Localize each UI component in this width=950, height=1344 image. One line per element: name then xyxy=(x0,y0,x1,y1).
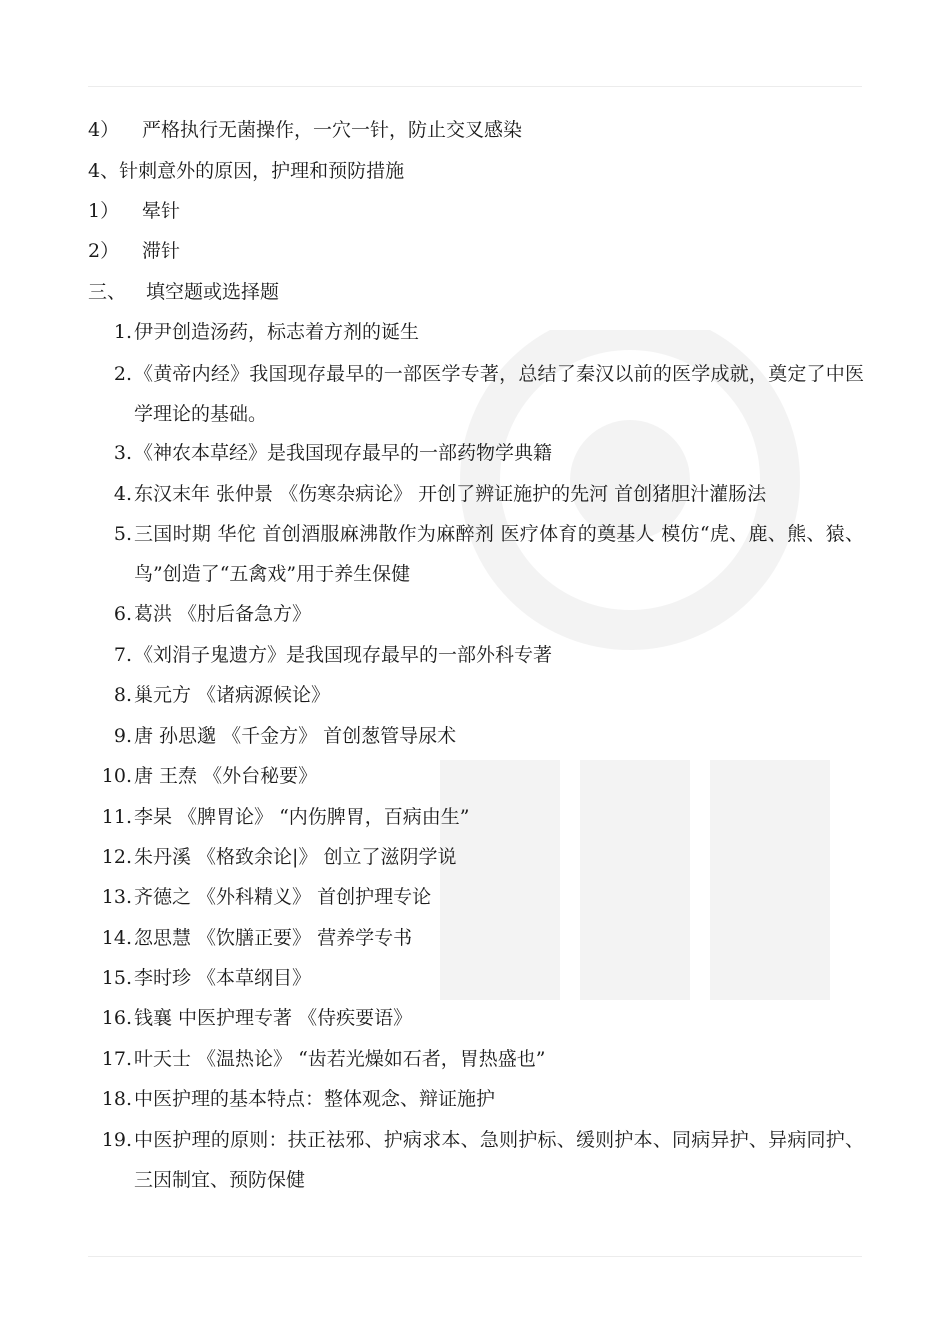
item-text: 葛洪 《肘后备急方》 xyxy=(134,603,312,625)
item-number: 5. xyxy=(113,523,132,545)
item-number: 12. xyxy=(101,846,132,868)
item-text: 中医护理的原则：扶正祛邪、护病求本、急则护标、缓则护本、同病异护、异病同护、三因制宜、预防保健 xyxy=(134,1129,864,1191)
item-number: 16. xyxy=(101,1007,132,1029)
section-title: 填空题或选择题 xyxy=(146,281,280,303)
item-number: 17. xyxy=(101,1048,132,1070)
item-number: 15. xyxy=(101,967,132,989)
item-text: 滞针 xyxy=(142,240,181,262)
item-text: 中医护理的基本特点：整体观念、辩证施护 xyxy=(134,1088,496,1110)
item-text: 唐 王焘 《外台秘要》 xyxy=(134,765,318,787)
item-number: 1. xyxy=(113,321,132,343)
item-number: 13. xyxy=(101,886,132,908)
bottom-divider xyxy=(88,1256,862,1257)
item-text: 李杲 《脾胃论》 “内伤脾胃，百病由生” xyxy=(134,806,470,828)
item-text: 齐德之 《外科精义》 首创护理专论 xyxy=(134,886,432,908)
item-number: 9. xyxy=(113,725,132,747)
item-number: 2） xyxy=(88,240,120,262)
list-item xyxy=(88,231,180,271)
item-text: 东汉末年 张仲景 《伤寒杂病论》 开创了辨证施护的先河 首创猪胆汁灌肠法 xyxy=(134,483,767,505)
item-number: 1） xyxy=(88,200,120,222)
list-item xyxy=(88,151,404,191)
item-text: 唐 孙思邈 《千金方》 首创葱管导尿术 xyxy=(134,725,457,747)
item-number: 11. xyxy=(101,806,132,828)
item-text: 《神农本草经》是我国现存最早的一部药物学典籍 xyxy=(134,442,553,464)
item-number: 3. xyxy=(113,442,132,464)
list-item xyxy=(88,191,180,231)
section-heading xyxy=(88,272,279,312)
item-number: 4. xyxy=(113,483,132,505)
item-text: 4、针刺意外的原因，护理和预防措施 xyxy=(88,160,405,182)
item-text: 忽思慧 《饮膳正要》 营养学专书 xyxy=(134,927,413,949)
item-text: 巢元方 《诸病源候论》 xyxy=(134,684,331,706)
item-number: 2. xyxy=(113,363,132,385)
item-text: 《刘涓子鬼遗方》是我国现存最早的一部外科专著 xyxy=(134,644,553,666)
section-number: 三、 xyxy=(88,281,127,303)
item-text: 三国时期 华佗 首创酒服麻沸散作为麻醉剂 医疗体育的奠基人 模仿“虎、鹿、熊、猿、鸟”创造了“五禽戏”用于养生保健 xyxy=(134,523,864,585)
item-text: 晕针 xyxy=(142,200,181,222)
item-number: 8. xyxy=(113,684,132,706)
item-number: 18. xyxy=(101,1088,132,1110)
item-text: 《黄帝内经》我国现存最早的一部医学专著，总结了秦汉以前的医学成就，奠定了中医学理论的基础。 xyxy=(134,363,864,425)
list-item xyxy=(88,110,522,150)
item-number: 4） xyxy=(88,119,120,141)
item-text: 钱襄 中医护理专著 《侍疾要语》 xyxy=(134,1007,413,1029)
item-text: 叶天士 《温热论》 “齿若光燥如石者，胃热盛也” xyxy=(134,1048,546,1070)
top-divider xyxy=(88,86,862,87)
item-number: 19. xyxy=(101,1129,132,1151)
item-number: 14. xyxy=(101,927,132,949)
item-number: 6. xyxy=(113,603,132,625)
item-text: 严格执行无菌操作，一穴一针，防止交叉感染 xyxy=(142,119,523,141)
item-text: 朱丹溪 《格致余论|》 创立了滋阴学说 xyxy=(134,846,457,868)
item-text: 李时珍 《本草纲目》 xyxy=(134,967,312,989)
item-number: 10. xyxy=(101,765,132,787)
item-text: 伊尹创造汤药，标志着方剂的诞生 xyxy=(134,321,420,343)
item-number: 7. xyxy=(113,644,132,666)
